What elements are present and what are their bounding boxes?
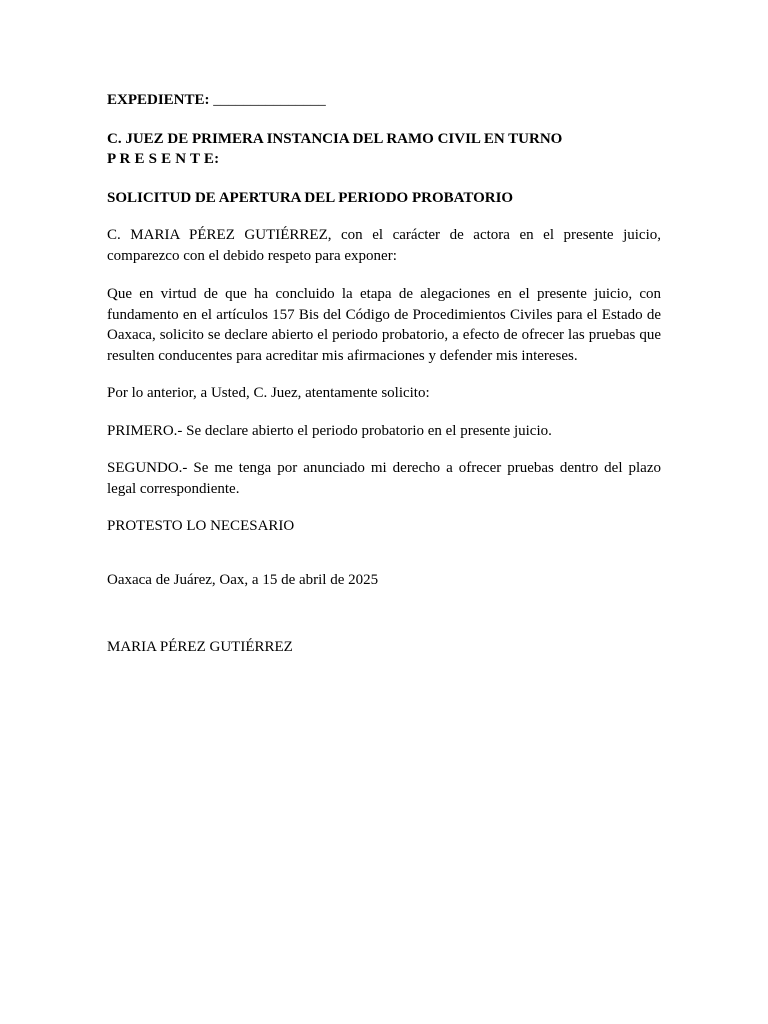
place-date: Oaxaca de Juárez, Oax, a 15 de abril de 2025 [107, 571, 379, 588]
signature-name: MARIA PÉREZ GUTIÉRREZ [107, 639, 293, 655]
request-primero: PRIMERO.- Se declare abierto el periodo probatorio en el presente juicio. [107, 422, 552, 439]
addressee-line-2: P R E S E N T E: [107, 151, 220, 167]
addressee-line-1: C. JUEZ DE PRIMERA INSTANCIA DEL RAMO CIVIL EN TURNO [107, 130, 563, 147]
document-page [107, 90, 661, 658]
expediente-label: EXPEDIENTE: [107, 92, 210, 108]
request-intro: Por lo anterior, a Usted, C. Juez, atentamente solicito: [107, 385, 430, 401]
document-subject: SOLICITUD DE APERTURA DEL PERIODO PROBATORIO [107, 189, 514, 206]
expediente-blank: _______________ [213, 92, 326, 108]
intro-paragraph: C. MARIA PÉREZ GUTIÉRREZ, con el carácter de actora en el presente juicio, comparezco con el debido respeto para exponer: [107, 227, 661, 264]
closing-phrase: PROTESTO LO NECESARIO [107, 518, 295, 534]
expediente-line [107, 90, 661, 111]
body-paragraph: Que en virtud de que ha concluido la etapa de alegaciones en el presente juicio, con fundamento en el artículos 157 Bis del Código de Procedimientos Civiles para el Estado de Oaxaca, solicito se declare abierto el periodo probatorio, a efecto de ofrecer las pruebas que resulten conducentes para acreditar mis afirmaciones y defender mis intereses. [107, 286, 661, 364]
request-segundo: SEGUNDO.- Se me tenga por anunciado mi derecho a ofrecer pruebas dentro del plazo legal correspondiente. [107, 460, 661, 497]
